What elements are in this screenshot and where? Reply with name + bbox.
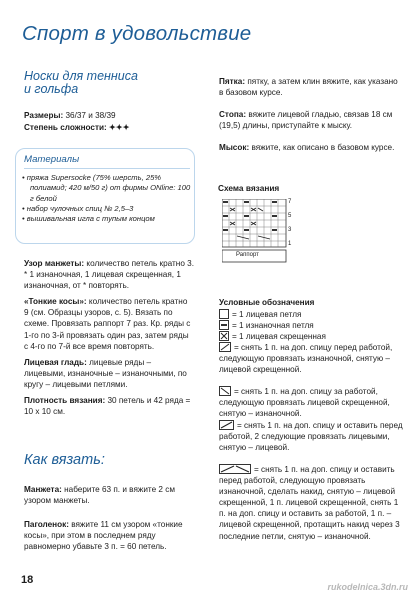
- how-to-knit-heading: Как вязать:: [24, 452, 105, 468]
- cable-yo-icon: [219, 464, 251, 474]
- legend-item: = снять 1 п. на доп. спицу перед работой, следующую провязать изнаночной, снятую – лицевой скрещенной.: [219, 343, 393, 375]
- subtitle-line-1: Носки для тенниса: [24, 69, 138, 83]
- cable-three-icon: [219, 420, 234, 430]
- legend-item: = снять 1 п. на доп. спицу и оставить перед работой, 2 следующие провязать лицевыми, снятую – лицевой.: [219, 421, 403, 453]
- paragraph: Плотность вязания: 30 петель и 42 ряда = 10 x 10 см.: [24, 396, 191, 417]
- chart-grid: [222, 199, 294, 275]
- materials-item: • набор чулочных спиц № 2,5–3: [22, 203, 134, 213]
- watermark: rukodelnica.3dn.ru: [327, 582, 408, 592]
- materials-item: • вышивальная игла с тупым концом: [22, 214, 155, 224]
- how-column: [24, 484, 194, 557]
- sizes-value: 36/37 и 38/39: [65, 111, 116, 120]
- difficulty-line: [24, 122, 130, 133]
- chart-row-number: 7: [288, 199, 292, 205]
- cross-left-icon: [219, 342, 231, 352]
- legend-item: = снять 1 п. на доп. спицу за работой, следующую провязать лицевой скрещенной, снятую – изнаночной.: [219, 387, 390, 419]
- crossed-knit-icon: [219, 331, 229, 341]
- materials-list: [22, 173, 194, 224]
- legend-item: = 1 изнаночная петля: [219, 320, 404, 331]
- cross-right-icon: [219, 386, 231, 396]
- materials-divider: [24, 168, 190, 169]
- materials-item: • пряжа Supersocke (75% шерсть, 25% полиамид; 420 м/50 г) от фирмы ONline: 100 г белой: [22, 173, 191, 203]
- left-column: [24, 258, 194, 422]
- chart-title: Схема вязания: [218, 183, 280, 193]
- materials-box: [15, 148, 195, 244]
- pattern-subtitle: [24, 70, 138, 96]
- paragraph: Стопа: вяжите лицевой гладью, связав 18 см (19,5) длины, приступайте к мыску.: [219, 110, 393, 131]
- right-column: [219, 76, 401, 158]
- paragraph: Паголенок: вяжите 11 см узором «тонкие косы», при этом в последнем ряду равномерно убавьте 3 п. = 60 петель.: [24, 520, 183, 552]
- paragraph: Манжета: наберите 63 п. и вяжите 2 см узором манжеты.: [24, 485, 175, 506]
- chart-row-number: 3: [288, 227, 292, 233]
- subtitle-line-2: и гольфа: [24, 82, 79, 96]
- paragraph: Мысок: вяжите, как описано в базовом курсе.: [219, 143, 395, 153]
- chart-rapport-label: Раппорт: [236, 252, 259, 258]
- paragraph: Узор манжеты: количество петель кратно 3. * 1 изнаночная, 1 лицевая скрещенная, 1 изнаночная, от * повторять.: [24, 259, 194, 291]
- legend-title: Условные обозначения: [219, 298, 315, 307]
- legend-item: = снять 1 п. на доп. спицу и оставить перед работой, следующую провязать изнаночной, сделать накид, снятую – лицевой скрещенной, 1 п. лицевой скрещенной, снять 1 п. на доп. спицу и оставить за работой, 1 п. – лицевой скрещенной, протащить накид через 3 последние петли, снятую – изнаночной.: [219, 465, 400, 541]
- paragraph: Лицевая гладь: лицевые ряды – лицевыми, изнаночные – изнаночными, по кругу – лицевыми петлями.: [24, 357, 187, 389]
- sizes-label: Размеры:: [24, 111, 64, 120]
- page-number: 18: [21, 574, 34, 586]
- sizes-line: [24, 110, 116, 121]
- materials-title: Материалы: [24, 154, 80, 165]
- legend-item: = 1 лицевая петля: [219, 309, 404, 320]
- difficulty-label: Степень сложности:: [24, 123, 107, 132]
- difficulty-stars: ✦✦✦: [109, 123, 130, 132]
- knitting-chart: [222, 199, 294, 275]
- legend-item: = 1 лицевая скрещенная: [219, 331, 404, 342]
- purl-stitch-icon: [219, 320, 229, 330]
- paragraph: Пятка: пятку, а затем клин вяжите, как указано в базовом курсе.: [219, 77, 398, 98]
- page-title: Спорт в удовольствие: [22, 22, 252, 45]
- paragraph: «Тонкие косы»: количество петель кратно 9 (см. Образцы узоров, с. 5). Вязать по схеме. Провязать раппорт 7 раз. Кр. ряды с 1-го по 3-й провязать один раз, затем ряды с 4-го по 7-й все время повторять.: [24, 297, 191, 351]
- chart-row-number: 1: [288, 241, 292, 247]
- chart-row-number: 5: [288, 213, 292, 219]
- knit-stitch-icon: [219, 309, 229, 319]
